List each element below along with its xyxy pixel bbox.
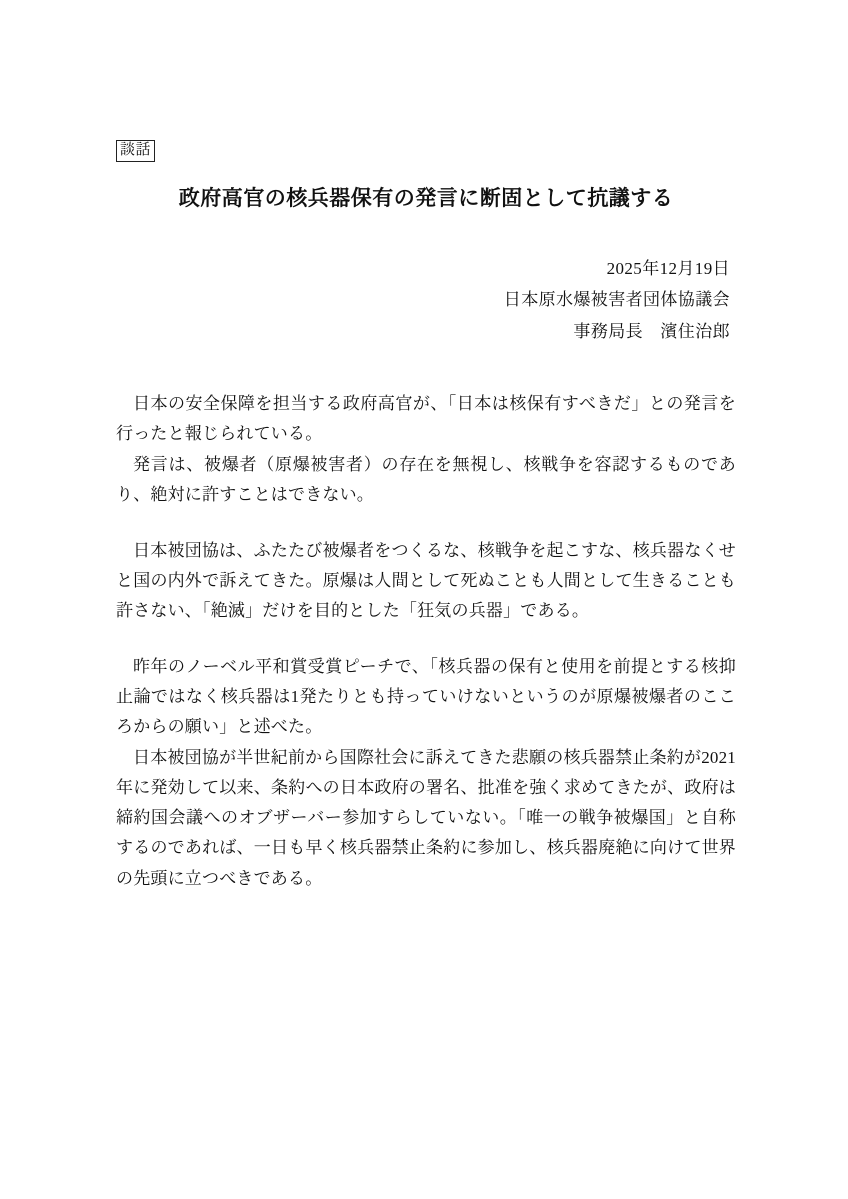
document-kind-badge: 談話 — [116, 140, 155, 162]
document-organization: 日本原水爆被害者団体協議会 — [503, 290, 730, 310]
body-paragraph: 日本被団協が半世紀前から国際社会に訴えてきた悲願の核兵器禁止条約が2021年に発効して以来、条約への日本政府の署名、批准を強く求めてきたが、政府は締約国会議へのオブザーバー参加すらしていない。「唯一の戦争被爆国」と自称するのであれば、一日も早く核兵器禁止条約に参加し、核兵器廃絶に向けて世界の先頭に立つべきである。 — [116, 747, 736, 888]
body-paragraph: 日本の安全保障を担当する政府高官が、「日本は核保有すべきだ」との発言を行ったと報じられている。 — [116, 394, 736, 444]
document-signatory: 事務局長 濱住治郎 — [573, 321, 730, 341]
document-body — [116, 389, 736, 894]
body-paragraph: 発言は、被爆者（原爆被害者）の存在を無視し、核戦争を容認するものであり、絶対に許すことはできない。 — [116, 454, 736, 504]
page-title: 政府高官の核兵器保有の発言に断固として抗議する — [178, 185, 674, 210]
document-date: 2025年12月19日 — [606, 258, 730, 278]
document-content — [116, 140, 736, 894]
body-paragraph: 日本被団協は、ふたたび被爆者をつくるな、核戦争を起こすな、核兵器なくせと国の内外で訴えてきた。原爆は人間として死ぬことも人間として生きることも許さない、「絶滅」だけを目的とした「狂気の兵器」である。 — [116, 540, 736, 621]
body-paragraph: 昨年のノーベル平和賞受賞ピーチで、「核兵器の保有と使用を前提とする核抑止論ではなく核兵器は1発たりとも持っていけないというのが原爆被爆者のこころからの願い」と述べた。 — [116, 656, 736, 737]
document-meta — [116, 253, 736, 347]
